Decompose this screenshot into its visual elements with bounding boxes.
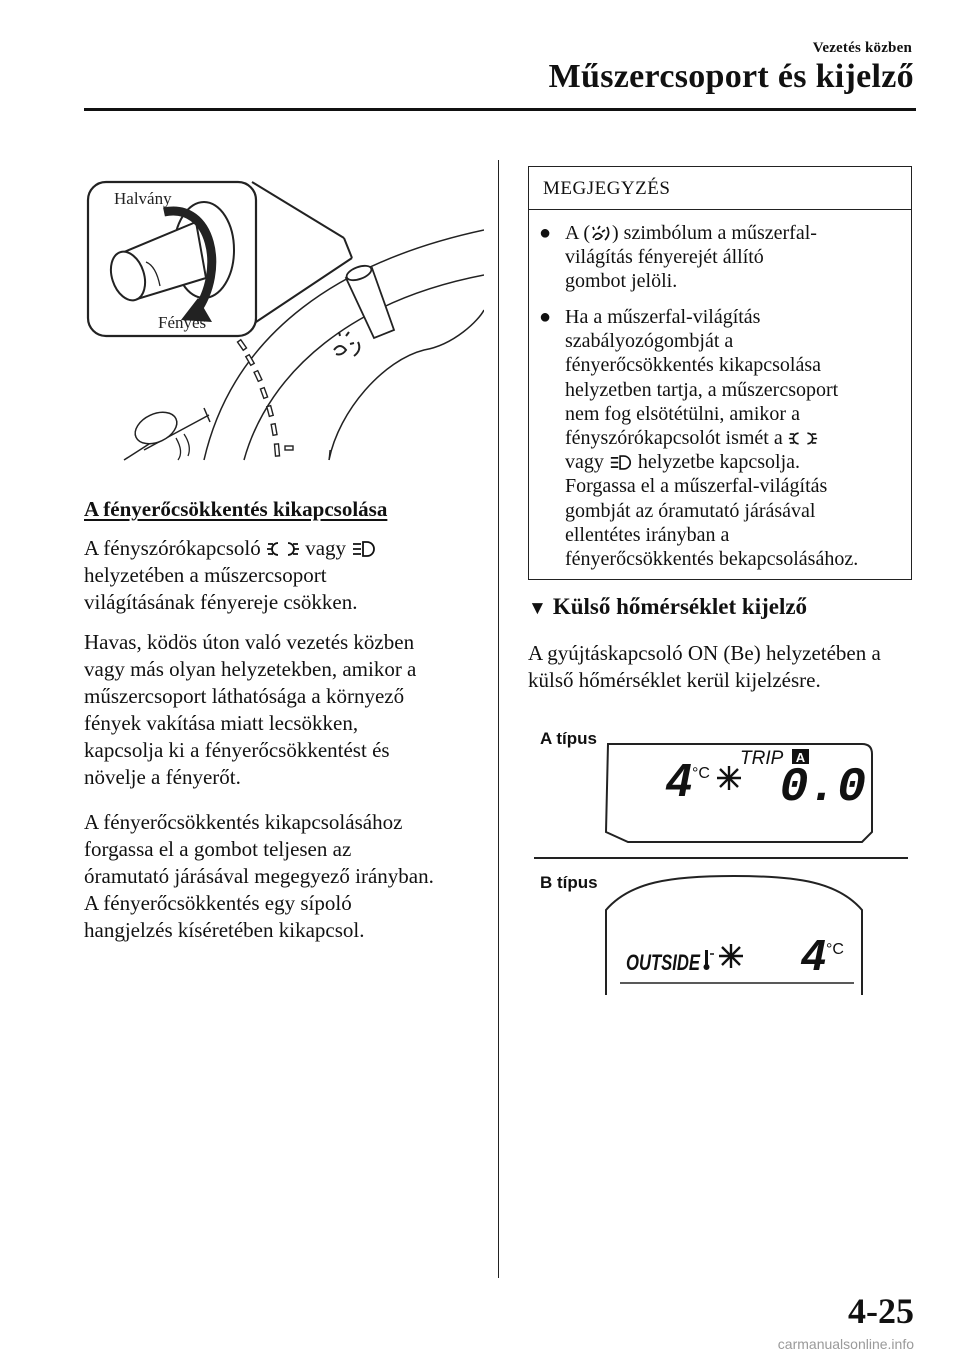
- type-a-odometer: 0.0: [779, 761, 866, 815]
- type-a-temp: 4: [666, 754, 692, 806]
- type-a-display: [600, 740, 875, 845]
- p2-line: fények vakítása miatt lecsökken,: [84, 711, 359, 735]
- trip-badge-letter: A: [795, 750, 806, 765]
- page-number: 4-25: [848, 1291, 914, 1331]
- body-line: A gyújtáskapcsoló ON (Be) helyzetében a: [528, 641, 881, 665]
- note-item1-a: A (: [565, 222, 590, 244]
- thermometer-icon: [704, 950, 715, 970]
- type-b-display: [600, 870, 868, 1000]
- note-line: gombját az óramutató járásával: [565, 499, 816, 522]
- note-line: szabályozógombját a: [565, 330, 734, 353]
- note-line: fényerőcsökkentés bekapcsolásához.: [565, 548, 859, 571]
- label-dim: Halvány: [114, 189, 172, 208]
- page-title: Műszercsoport és kijelző: [548, 58, 914, 95]
- p3-line: óramutató járásával megegyező irányban.: [84, 864, 434, 888]
- note-after: helyzetbe kapcsolja.: [637, 451, 801, 474]
- header-rule: [84, 108, 916, 111]
- parking-light-icon: [266, 540, 300, 558]
- subheading-dimmer-cancel: A fényerőcsökkentés kikapcsolása: [84, 497, 388, 521]
- note-line: fényerőcsökkentés kikapcsolása: [565, 354, 822, 377]
- note-item1-b: ) szimbólum a műszerfal-: [612, 222, 817, 244]
- p2-line: Havas, ködös úton való vezetés közben: [84, 630, 415, 654]
- note-box: [528, 166, 912, 580]
- note-line: gombot jelöli.: [565, 270, 678, 293]
- outside-temp-heading: Külső hőmérséklet kijelző: [552, 594, 808, 619]
- outside-label: OUTSIDE: [626, 950, 701, 975]
- p1-line-2: helyzetében a műszercsoport: [84, 563, 327, 587]
- paragraph-3: [84, 809, 434, 944]
- section-title: Vezetés közben: [812, 40, 912, 56]
- note-line: nem fog elsötétülni, amikor a: [565, 402, 800, 425]
- body-line: külső hőmérséklet kerül kijelzésre.: [528, 668, 821, 692]
- label-bright: Fényes: [158, 313, 207, 332]
- p2-line: műszercsoport láthatósága a környező: [84, 684, 405, 708]
- p2-line: kapcsolja ki a fényerőcsökkentést és: [84, 738, 390, 762]
- column-divider: [498, 160, 499, 1278]
- note-item-2: [539, 305, 899, 575]
- headlight-icon: [351, 540, 377, 558]
- outside-temp-body: [528, 640, 881, 694]
- note-item-1: [539, 221, 899, 301]
- note-line: Ha a műszerfal-világítás: [565, 306, 761, 328]
- type-b-unit: °C: [826, 941, 844, 958]
- p3-line: hangjelzés kíséretében kikapcsol.: [84, 918, 365, 942]
- type-b-temp: 4: [801, 931, 826, 980]
- paragraph-2: [84, 629, 416, 791]
- dimmer-knob-illustration: [84, 160, 484, 470]
- type-b-label: B típus: [540, 873, 598, 892]
- type-a-unit: °C: [692, 765, 710, 782]
- instrument-illumination-icon: [590, 224, 612, 242]
- paragraph-1: [84, 535, 377, 616]
- bullet: ●: [539, 222, 552, 244]
- trip-label: TRIP: [740, 748, 784, 769]
- triangle-marker-icon: ▼: [528, 598, 547, 619]
- note-line: helyzetben tartja, a műszercsoport: [565, 378, 839, 401]
- note-line: Forgassa el a műszerfal-világítás: [565, 475, 828, 498]
- snowflake-icon: [719, 944, 743, 968]
- note-line: fényszórókapcsolót ismét a: [565, 427, 783, 450]
- p2-line: vagy más olyan helyzetekben, amikor a: [84, 657, 417, 681]
- parking-light-icon: [788, 430, 818, 447]
- note-heading: MEGJEGYZÉS: [529, 167, 911, 210]
- note-vagy: vagy: [565, 451, 604, 474]
- type-a-label: A típus: [540, 729, 597, 748]
- type-divider: [534, 857, 908, 859]
- note-line: világítás fényerejét állító: [565, 246, 764, 269]
- p3-line: A fényerőcsökkentés egy sípoló: [84, 891, 352, 915]
- p1-line-3: világításának fényereje csökken.: [84, 590, 358, 614]
- p1-text-a: A fényszórókapcsoló: [84, 536, 261, 560]
- p3-line: A fényerőcsökkentés kikapcsolásához: [84, 810, 403, 834]
- bullet: ●: [539, 306, 552, 328]
- p3-line: forgassa el a gombot teljesen az: [84, 837, 352, 861]
- p2-line: növelje a fényerőt.: [84, 765, 241, 789]
- headlight-icon: [609, 454, 633, 471]
- note-line: ellentétes irányban a: [565, 523, 730, 546]
- p1-text-b: vagy: [305, 536, 347, 560]
- section-heading-outside-temp: [528, 594, 807, 620]
- watermark: carmanualsonline.info: [777, 1336, 914, 1352]
- snowflake-icon: [717, 766, 741, 790]
